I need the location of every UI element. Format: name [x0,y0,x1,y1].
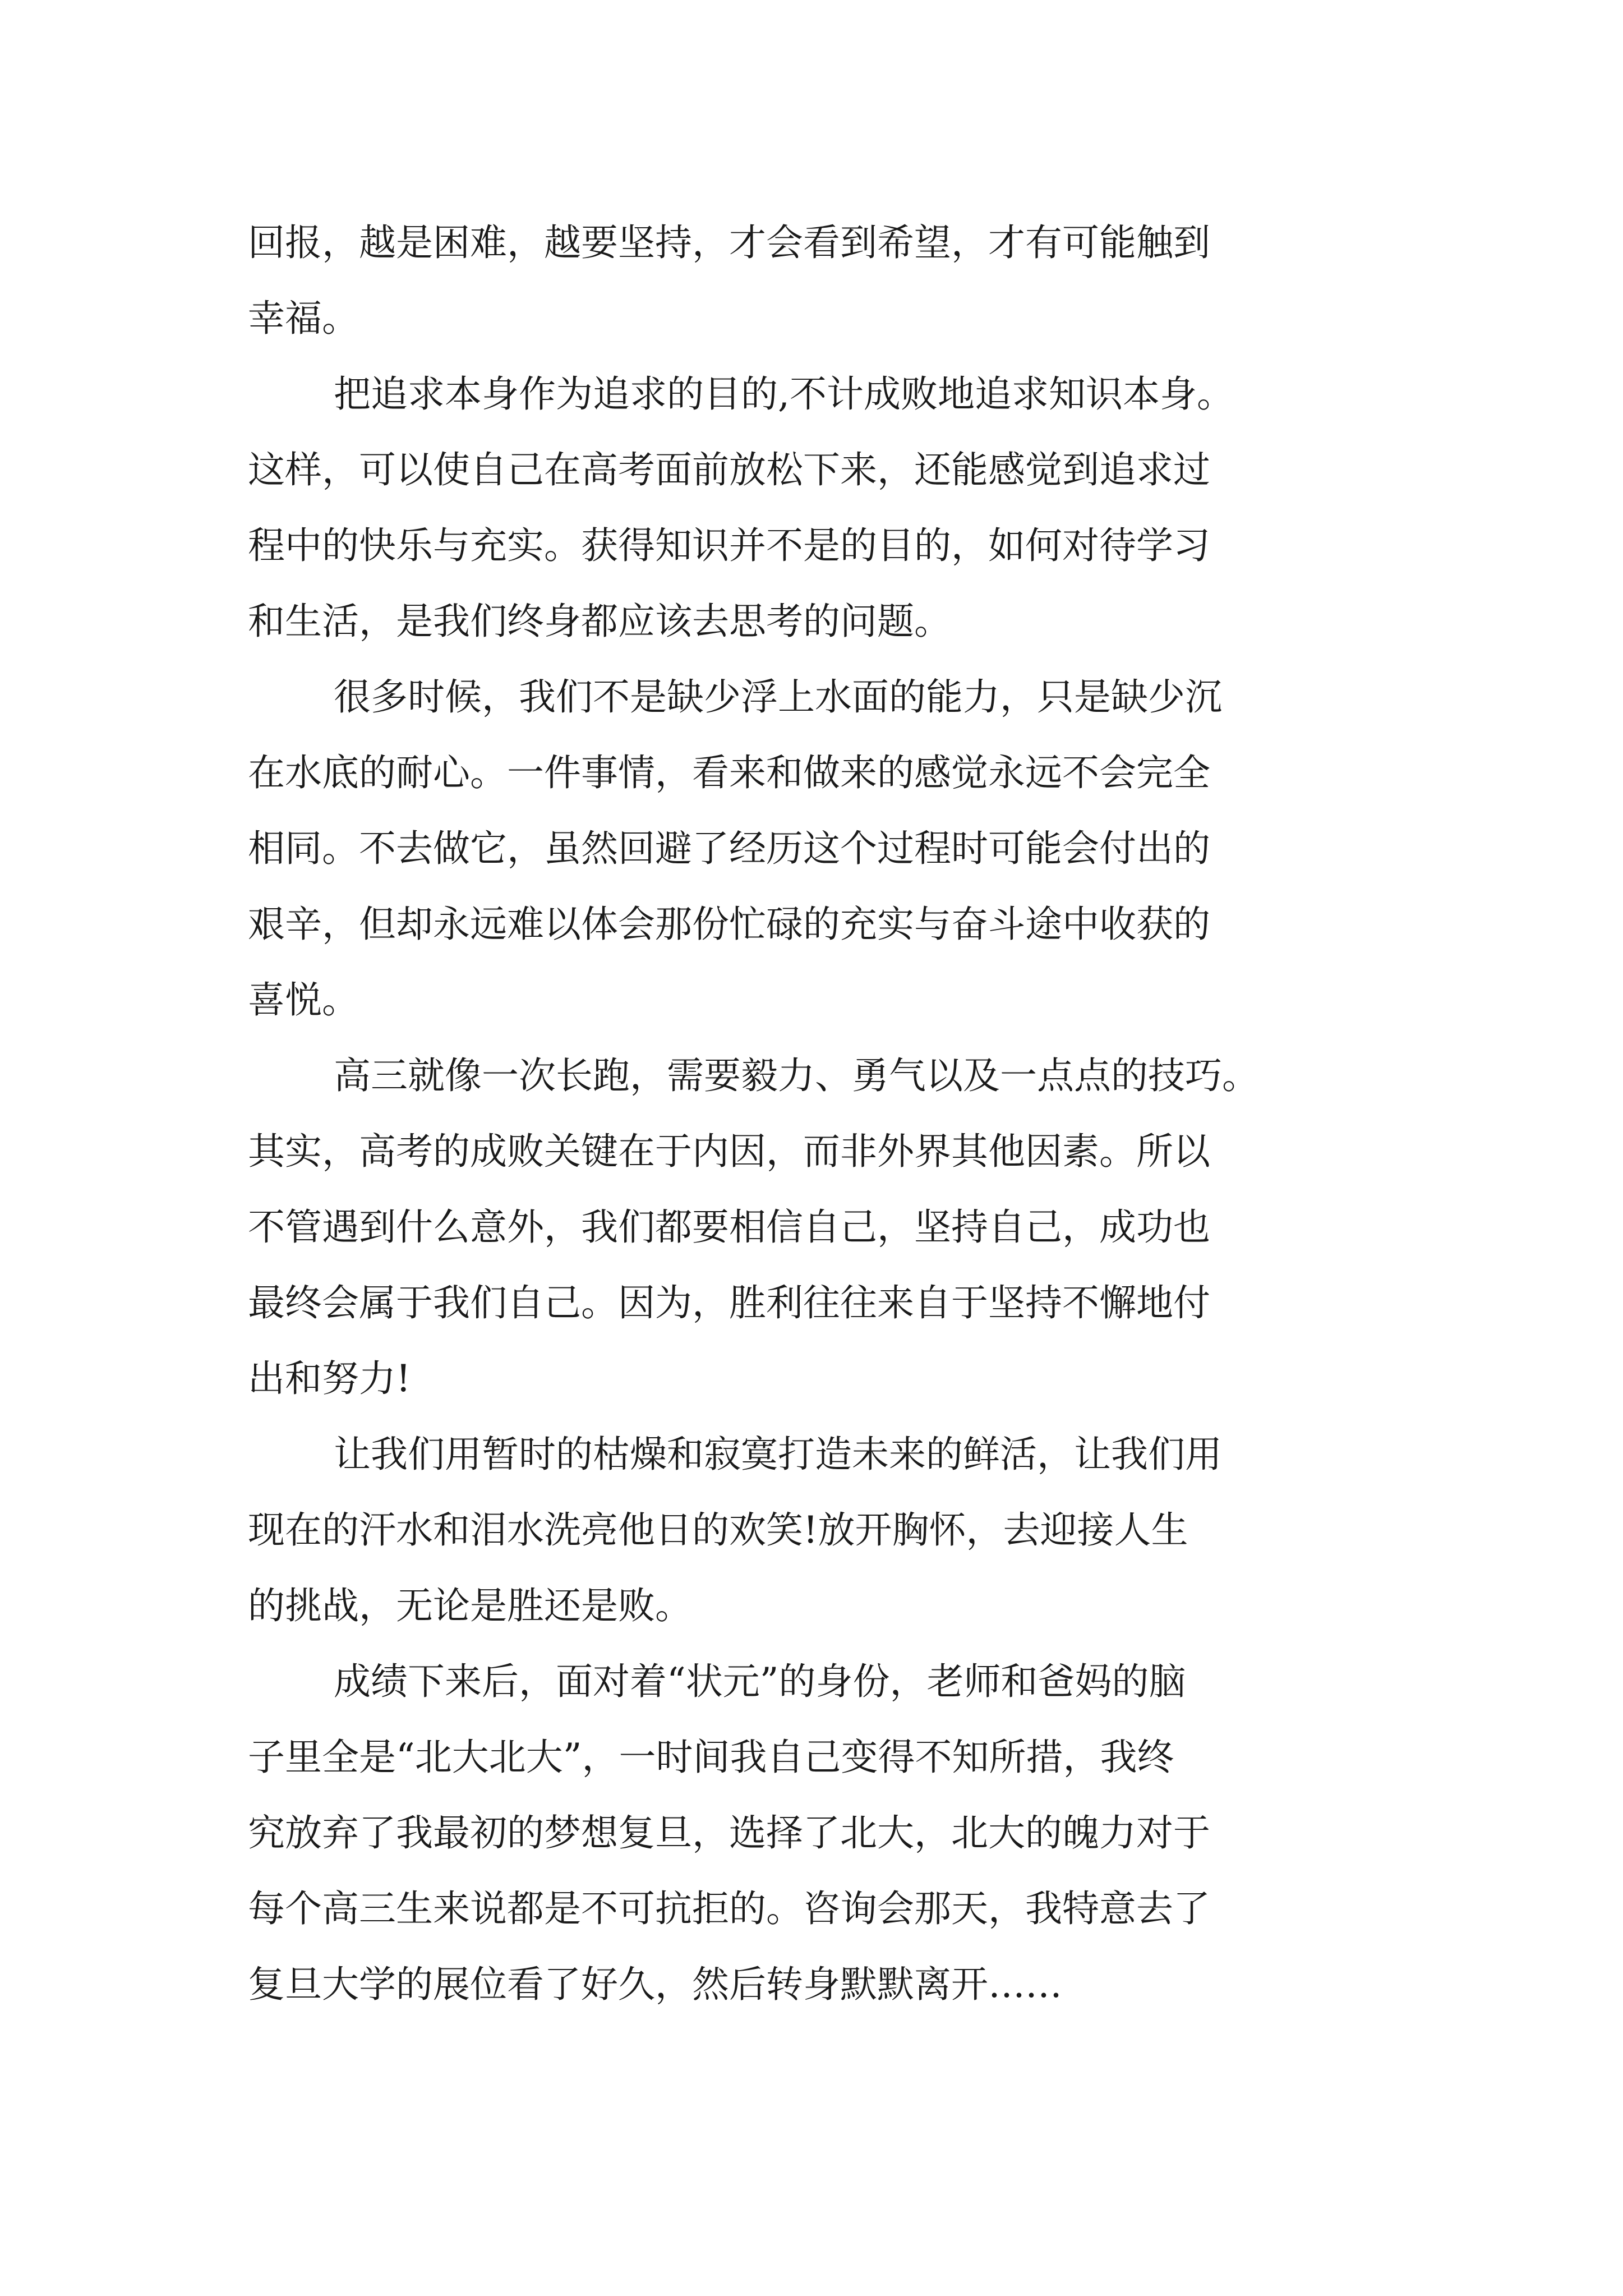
paragraph-5-line-2: 现在的汗水和泪水洗亮他日的欢笑!放开胸怀，去迎接人生 [248,1508,1188,1552]
paragraph-6-line-3: 究放弃了我最初的梦想复旦，选择了北大，北大的魄力对于 [248,1811,1210,1855]
paragraph-1-line-1: 回报，越是困难，越要坚持，才会看到希望，才有可能触到 [248,221,1210,264]
paragraph-3-line-3: 相同。不去做它，虽然回避了经历这个过程时可能会付出的 [248,827,1210,870]
paragraph-3-line-5: 喜悦。 [248,978,359,1022]
paragraph-6-line-2: 子里全是“北大北大”，一时间我自己变得不知所措，我终 [248,1736,1174,1779]
paragraph-2-line-3: 程中的快乐与充实。获得知识并不是的目的，如何对待学习 [248,524,1210,567]
paragraph-2-line-4: 和生活，是我们终身都应该去思考的问题。 [248,600,951,643]
paragraph-3-line-4: 艰辛，但却永远难以体会那份忙碌的充实与奋斗途中收获的 [248,903,1210,946]
paragraph-2-line-2: 这样，可以使自己在高考面前放松下来，还能感觉到追求过 [248,448,1210,491]
paragraph-5-line-3: 的挑战，无论是胜还是败。 [248,1584,692,1627]
paragraph-5-line-1: 让我们用暂时的枯燥和寂寞打造未来的鲜活，让我们用 [334,1433,1222,1476]
paragraph-4-line-4: 最终会属于我们自己。因为，胜利往往来自于坚持不懈地付 [248,1281,1210,1324]
paragraph-4-line-3: 不管遇到什么意外，我们都要相信自己，坚持自己，成功也 [248,1205,1210,1249]
paragraph-2-line-1: 把追求本身作为追求的目的,不计成败地追求知识本身。 [334,372,1234,416]
paragraph-4-line-2: 其实，高考的成败关键在于内因，而非外界其他因素。所以 [248,1130,1210,1173]
paragraph-6-line-5: 复旦大学的展位看了好久，然后转身默默离开…… [248,1963,1062,2006]
paragraph-3-line-2: 在水底的耐心。一件事情，看来和做来的感觉永远不会完全 [248,751,1210,794]
paragraph-6-line-4: 每个高三生来说都是不可抗拒的。咨询会那天，我特意去了 [248,1887,1210,1930]
paragraph-4-line-1: 高三就像一次长跑，需要毅力、勇气以及一点点的技巧。 [334,1054,1259,1097]
paragraph-1-line-2: 幸福。 [248,297,359,340]
paragraph-3-line-1: 很多时候，我们不是缺少浮上水面的能力，只是缺少沉 [334,675,1222,719]
paragraph-6-line-1: 成绩下来后，面对着“状元”的身份，老师和爸妈的脑 [334,1660,1186,1703]
paragraph-4-line-5: 出和努力! [248,1357,411,1400]
